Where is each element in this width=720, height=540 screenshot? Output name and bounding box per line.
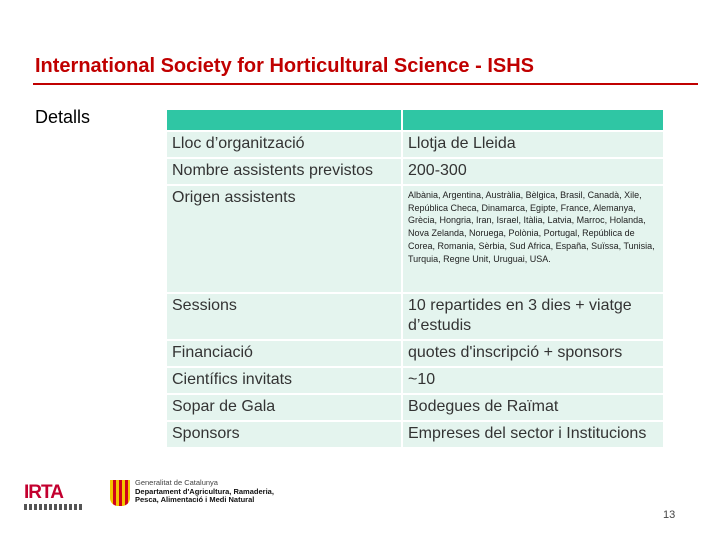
row-value: quotes d'inscripció + sponsors bbox=[402, 340, 664, 367]
gencat-line: Generalitat de Catalunya bbox=[135, 478, 218, 487]
table-row bbox=[166, 185, 664, 293]
row-label: Sopar de Gala bbox=[166, 394, 402, 421]
row-value: 200-300 bbox=[402, 158, 664, 185]
irta-logo-text: IRTA bbox=[24, 482, 63, 503]
table-row bbox=[166, 367, 664, 394]
table-header-row bbox=[166, 109, 664, 131]
gencat-line: Pesca, Alimentació i Medi Natural bbox=[135, 495, 255, 504]
table-row bbox=[166, 394, 664, 421]
title-divider bbox=[33, 83, 698, 85]
row-value: Llotja de Lleida bbox=[402, 131, 664, 158]
row-value: Empreses del sector i Institucions bbox=[402, 421, 664, 448]
table-header-cell bbox=[166, 109, 402, 131]
row-label: Sponsors bbox=[166, 421, 402, 448]
irta-logo bbox=[24, 482, 86, 512]
row-label: Científics invitats bbox=[166, 367, 402, 394]
section-heading: Detalls bbox=[35, 107, 91, 127]
table-row bbox=[166, 158, 664, 185]
row-label: Lloc d’organització bbox=[166, 131, 402, 158]
page-title: International Society for Horticultural Science - ISHS bbox=[35, 55, 534, 77]
table-row bbox=[166, 293, 664, 340]
row-label: Nombre assistents previstos bbox=[166, 158, 402, 185]
row-value: ~10 bbox=[402, 367, 664, 394]
row-value: Albània, Argentina, Austràlia, Bèlgica, Brasil, Canadà, Xile, República Checa, Dinamarca, Egipte, France, Alemanya, Grècia, Hongria, Iran, Israel, Itàlia, Latvia, Marroc, Holanda, Nova Zelanda, Noruega, Polònia, Portugal, República de Corea, Romania, Sèrbia, Sud Africa, España, Suïssa, Tunisia, Turquia, Regne Unit, Uruguai, USA. bbox=[402, 185, 664, 293]
row-label: Origen assistents bbox=[166, 185, 402, 293]
row-label: Financiació bbox=[166, 340, 402, 367]
page-number: 13 bbox=[663, 509, 676, 521]
gencat-line: Departament d'Agricultura, Ramaderia, bbox=[135, 486, 274, 496]
table-row bbox=[166, 421, 664, 448]
table-row bbox=[166, 340, 664, 367]
table-row bbox=[166, 131, 664, 158]
irta-logo-bar bbox=[24, 504, 84, 510]
gencat-shield-icon bbox=[110, 480, 130, 506]
row-value: Bodegues de Raïmat bbox=[402, 394, 664, 421]
details-table bbox=[165, 108, 665, 449]
row-value: 10 repartides en 3 dies + viatge d’estudis bbox=[402, 293, 664, 340]
gencat-logo-text bbox=[135, 479, 274, 505]
row-label: Sessions bbox=[166, 293, 402, 340]
table-header-cell bbox=[402, 109, 664, 131]
